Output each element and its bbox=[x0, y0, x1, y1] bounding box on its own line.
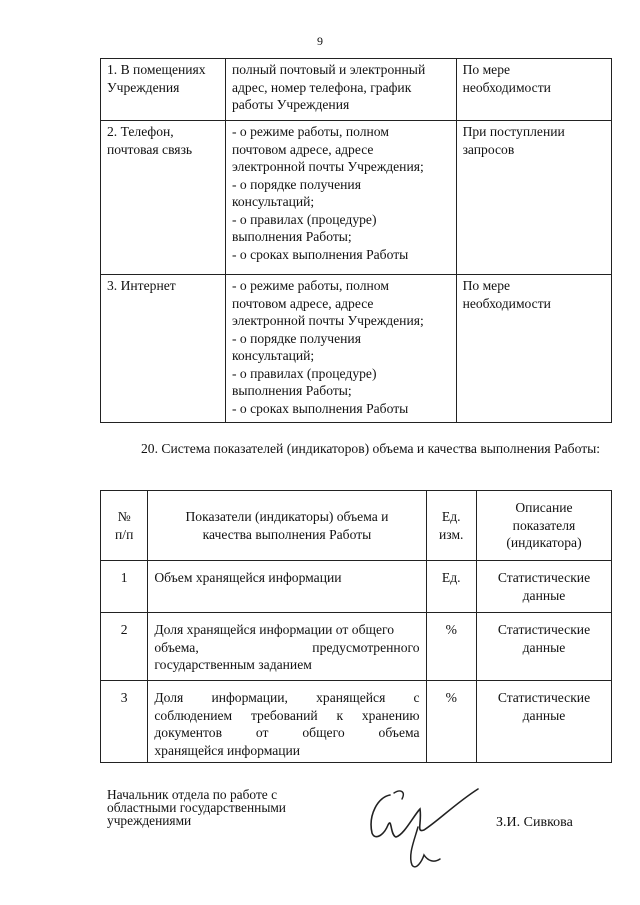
description-cell: Статистические данные bbox=[476, 561, 611, 613]
content-cell: полный почтовый и электронный адрес, номер телефона, график работы Учреждения bbox=[225, 59, 456, 121]
indicator-cell: Доля хранящейся информации от общего объема, предусмотренного государственным заданием bbox=[148, 613, 426, 681]
table-row bbox=[101, 681, 612, 763]
signature-name: З.И. Сивкова bbox=[496, 815, 573, 830]
row-number: 2 bbox=[101, 613, 148, 681]
frequency-cell: По мере необходимости bbox=[456, 275, 611, 423]
header-num: № п/п bbox=[101, 491, 148, 561]
content-cell: - о режиме работы, полном почтовом адресе, адресе электронной почты Учреждения; - о порядке получения консультаций; - о правилах (процедуре) выполнения Работы; - о сроках выполнения Работы bbox=[225, 121, 456, 275]
indicator-cell: Объем хранящейся информации bbox=[148, 561, 426, 613]
indicator-cell: Доля информации, хранящейся с соблюдением требований к хранению документов от общего объема хранящейся информации bbox=[148, 681, 426, 763]
header-indicator: Показатели (индикаторы) объема и качества выполнения Работы bbox=[148, 491, 426, 561]
table-row bbox=[101, 59, 612, 121]
description-cell: Статистические данные bbox=[476, 613, 611, 681]
table-row bbox=[101, 613, 612, 681]
method-cell: 1. В помещениях Учреждения bbox=[101, 59, 226, 121]
table-header-row bbox=[101, 491, 612, 561]
row-number: 1 bbox=[101, 561, 148, 613]
frequency-cell: При поступлении запросов bbox=[456, 121, 611, 275]
section-heading: 20. Система показателей (индикаторов) объема и качества выполнения Работы: bbox=[141, 441, 601, 456]
row-number: 3 bbox=[101, 681, 148, 763]
handwritten-signature bbox=[360, 775, 490, 875]
unit-cell: % bbox=[426, 613, 476, 681]
description-cell: Статистические данные bbox=[476, 681, 611, 763]
table-row bbox=[101, 121, 612, 275]
page-number: 9 bbox=[317, 34, 323, 48]
table-row bbox=[101, 561, 612, 613]
unit-cell: % bbox=[426, 681, 476, 763]
information-methods-table bbox=[100, 58, 612, 423]
frequency-cell: По мере необходимости bbox=[456, 59, 611, 121]
table-row bbox=[101, 275, 612, 423]
signature-position: Начальник отдела по работе с областными государственными учреждениями bbox=[107, 787, 286, 828]
method-cell: 3. Интернет bbox=[101, 275, 226, 423]
header-description: Описание показателя (индикатора) bbox=[476, 491, 611, 561]
content-cell: - о режиме работы, полном почтовом адресе, адресе электронной почты Учреждения; - о порядке получения консультаций; - о правилах (процедуре) выполнения Работы; - о сроках выполнения Работы bbox=[225, 275, 456, 423]
indicators-table bbox=[100, 490, 612, 763]
method-cell: 2. Телефон, почтовая связь bbox=[101, 121, 226, 275]
header-unit: Ед. изм. bbox=[426, 491, 476, 561]
unit-cell: Ед. bbox=[426, 561, 476, 613]
